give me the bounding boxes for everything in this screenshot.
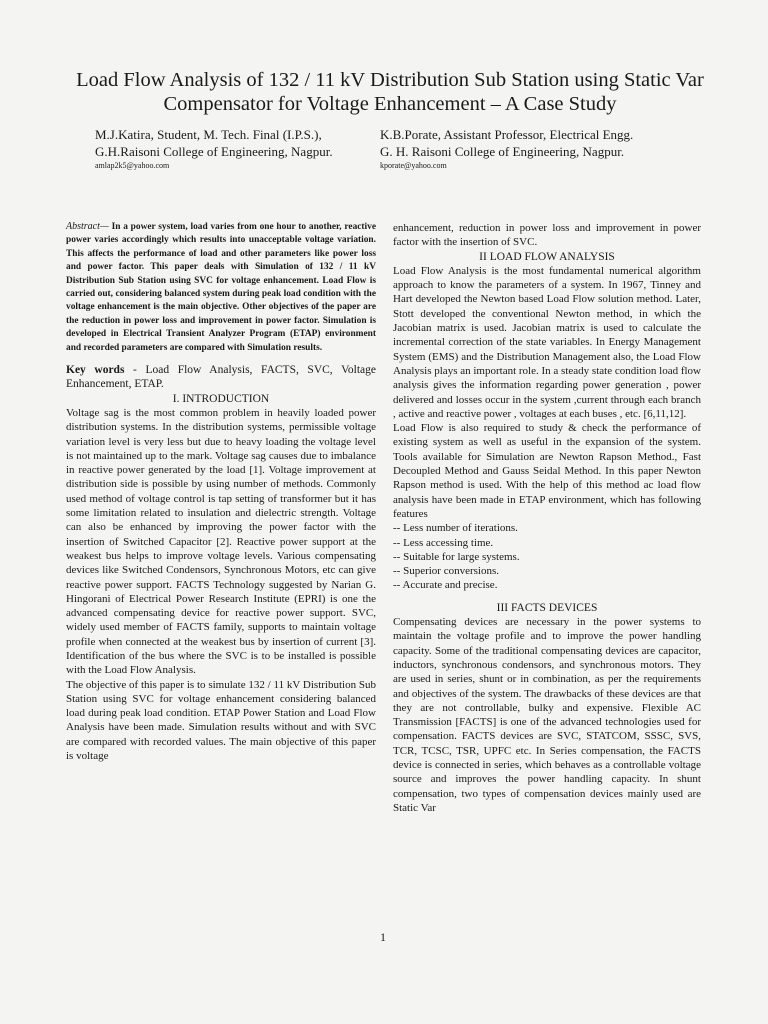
list-item: -- Superior conversions. <box>393 565 500 578</box>
intro-paragraph-1: Voltage sag is the most common problem in heavily loaded power distribution systems. In the distribution systems, permissible voltage variation level is very less but due to heavy loading the voltage level is not maintained up to the mark. Voltage sag causes due to imbalance in reactive power generated by the load [1]. Voltage improvement at distribution side is possible by using number of methods. Commonly used method of voltage control is tap setting of transformer but it has some limitation related to insulation and dielectric strength. Voltage can also be enhanced by improving the power factor with the insertion of Switched Capacitor [2]. Reactive power support at the weakest bus helps to improve voltage levels. Various compensating devices like Switched Condensors, Synchronous Motors, etc can give reactive power support. FACTS Technology suggested by Narian G. Hingorani of Electrical Power Research Institute (EPRI) is one the advanced compensating device for reactive power support. SVC, widely used member of FACTS family, supports to maintain voltage profile when connected at the weakest bus by insertion of current [3]. Identification of the bus where the SVC is to be installed is possible with the Load Flow Analysis. <box>66 406 376 677</box>
abstract-text: In a power system, load varies from one hour to another, reactive power varies accordingly which results into unacceptable voltage variation. This affects the performance of load and other parameters like power loss and power factor. This paper deals with Simulation of 132 / 11 kV Distribution Sub Station using SVC for voltage enhancement. Load Flow is carried out, considering balanced system during peak load condition with the voltage enhancement is the main objective. Other objectives of the paper are the reduction in power loss and improvement in power factor. Simulation is developed in Electrical Transient Analyzer Program (ETAP) environment and recorded parameters are compared with Simulation results. <box>66 222 376 353</box>
paper-title: Load Flow Analysis of 132 / 11 kV Distribution Sub Station using Static Var Compensator for Voltage Enhancement – A Case Study <box>76 69 704 115</box>
list-item: -- Less accessing time. <box>393 536 494 549</box>
abstract-label: Abstract— <box>66 221 109 232</box>
list-item: -- Suitable for large systems. <box>393 550 520 563</box>
page-number: 1 <box>380 930 386 944</box>
section-heading-facts-devices: III FACTS DEVICES <box>496 601 598 614</box>
list-item: -- Accurate and precise. <box>393 579 498 592</box>
author-1-name: M.J.Katira, Student, M. Tech. Final (I.P.S.), <box>95 127 322 142</box>
keywords <box>66 363 376 392</box>
right-column <box>393 221 701 815</box>
author-1-affiliation: G.H.Raisoni College of Engineering, Nagpur. <box>95 144 333 159</box>
section-heading-introduction: I. INTRODUCTION <box>172 392 270 405</box>
keywords-label: Key words <box>66 364 125 377</box>
left-column <box>66 220 376 763</box>
author-2-email: kporate@yahoo.com <box>380 161 447 170</box>
author-block-2 <box>380 126 633 172</box>
list-item: -- Less number of iterations. <box>393 522 518 535</box>
intro-paragraph-2: The objective of this paper is to simulate 132 / 11 kV Distribution Sub Station using SVC for voltage enhancement considering balanced load during peak load condition. ETAP Power Station and Load Flow Analysis have been made. Simulation results without and with SVC are compared with recorded values. The main objective of this paper is voltage <box>66 678 376 763</box>
author-block-1 <box>95 126 333 172</box>
load-flow-paragraph-2: Load Flow is also required to study & check the performance of existing system as well as useful in the expansion of the system. Tools available for Simulation are Newton Rapson Method., Fast Decoupled Method and Gauss Seidal Method. In this paper Newton Rapson method is used. With the help of this method ac load flow analysis have been made in ETAP environment, which has following features <box>393 422 701 520</box>
section-heading-load-flow: II LOAD FLOW ANALYSIS <box>479 250 615 263</box>
intro-paragraph-continued: enhancement, reduction in power loss and improvement in power factor with the insertion of SVC. <box>393 222 701 249</box>
author-2-affiliation: G. H. Raisoni College of Engineering, Nagpur. <box>380 144 625 159</box>
keywords-text: - Load Flow Analysis, FACTS, SVC, Voltage Enhancement, ETAP. <box>66 364 376 391</box>
abstract <box>66 220 376 355</box>
author-1-email: amlap2k5@yahoo.com <box>95 161 170 170</box>
feature-list <box>393 521 701 592</box>
facts-paragraph-1: Compensating devices are necessary in the power systems to maintain the voltage profile and to improve the power handling capacity. Some of the traditional compensating devices are capacitor, inductors, synchronous condensors, and synchronous motors. They are used in series, shunt or in combination, as per the requirements and objectives of the system. The drawbacks of these devices are that they are not controllable, bulky and expensive. Flexible AC Transmission [FACTS] is one of the advanced technologies used for compensation. FACTS devices are SVC, STATCOM, SSSC, SVS, TCR, TCSC, TSR, UPFC etc. In Series compensation, the FACTS device is connected in series, which behaves as a controllable voltage source and improves the power handling capacity. In shunt compensation, two types of compensation devices mainly used are Static Var <box>393 616 701 814</box>
load-flow-paragraph-1: Load Flow Analysis is the most fundamental numerical algorithm approach to know the parameters of a system. In 1967, Tinney and Hart developed the Newton based Load Flow solution method. Later, Stott developed the conventional Newton method, in which the Jacobian matrix is used. Jacobian matrix is used to calculate the incremental correction of the state variables. In Energy Management System (EMS) and the Distribution Management also, the Load Flow Analysis plays an important role. In a steady state condition load flow analysis gives the information regarding power generation , power delivered and losses occur in the system ,current through each branch , active and reactive power , voltages at each buses , etc. [6,11,12]. <box>393 264 701 420</box>
author-2-name: K.B.Porate, Assistant Professor, Electrical Engg. <box>380 127 634 142</box>
